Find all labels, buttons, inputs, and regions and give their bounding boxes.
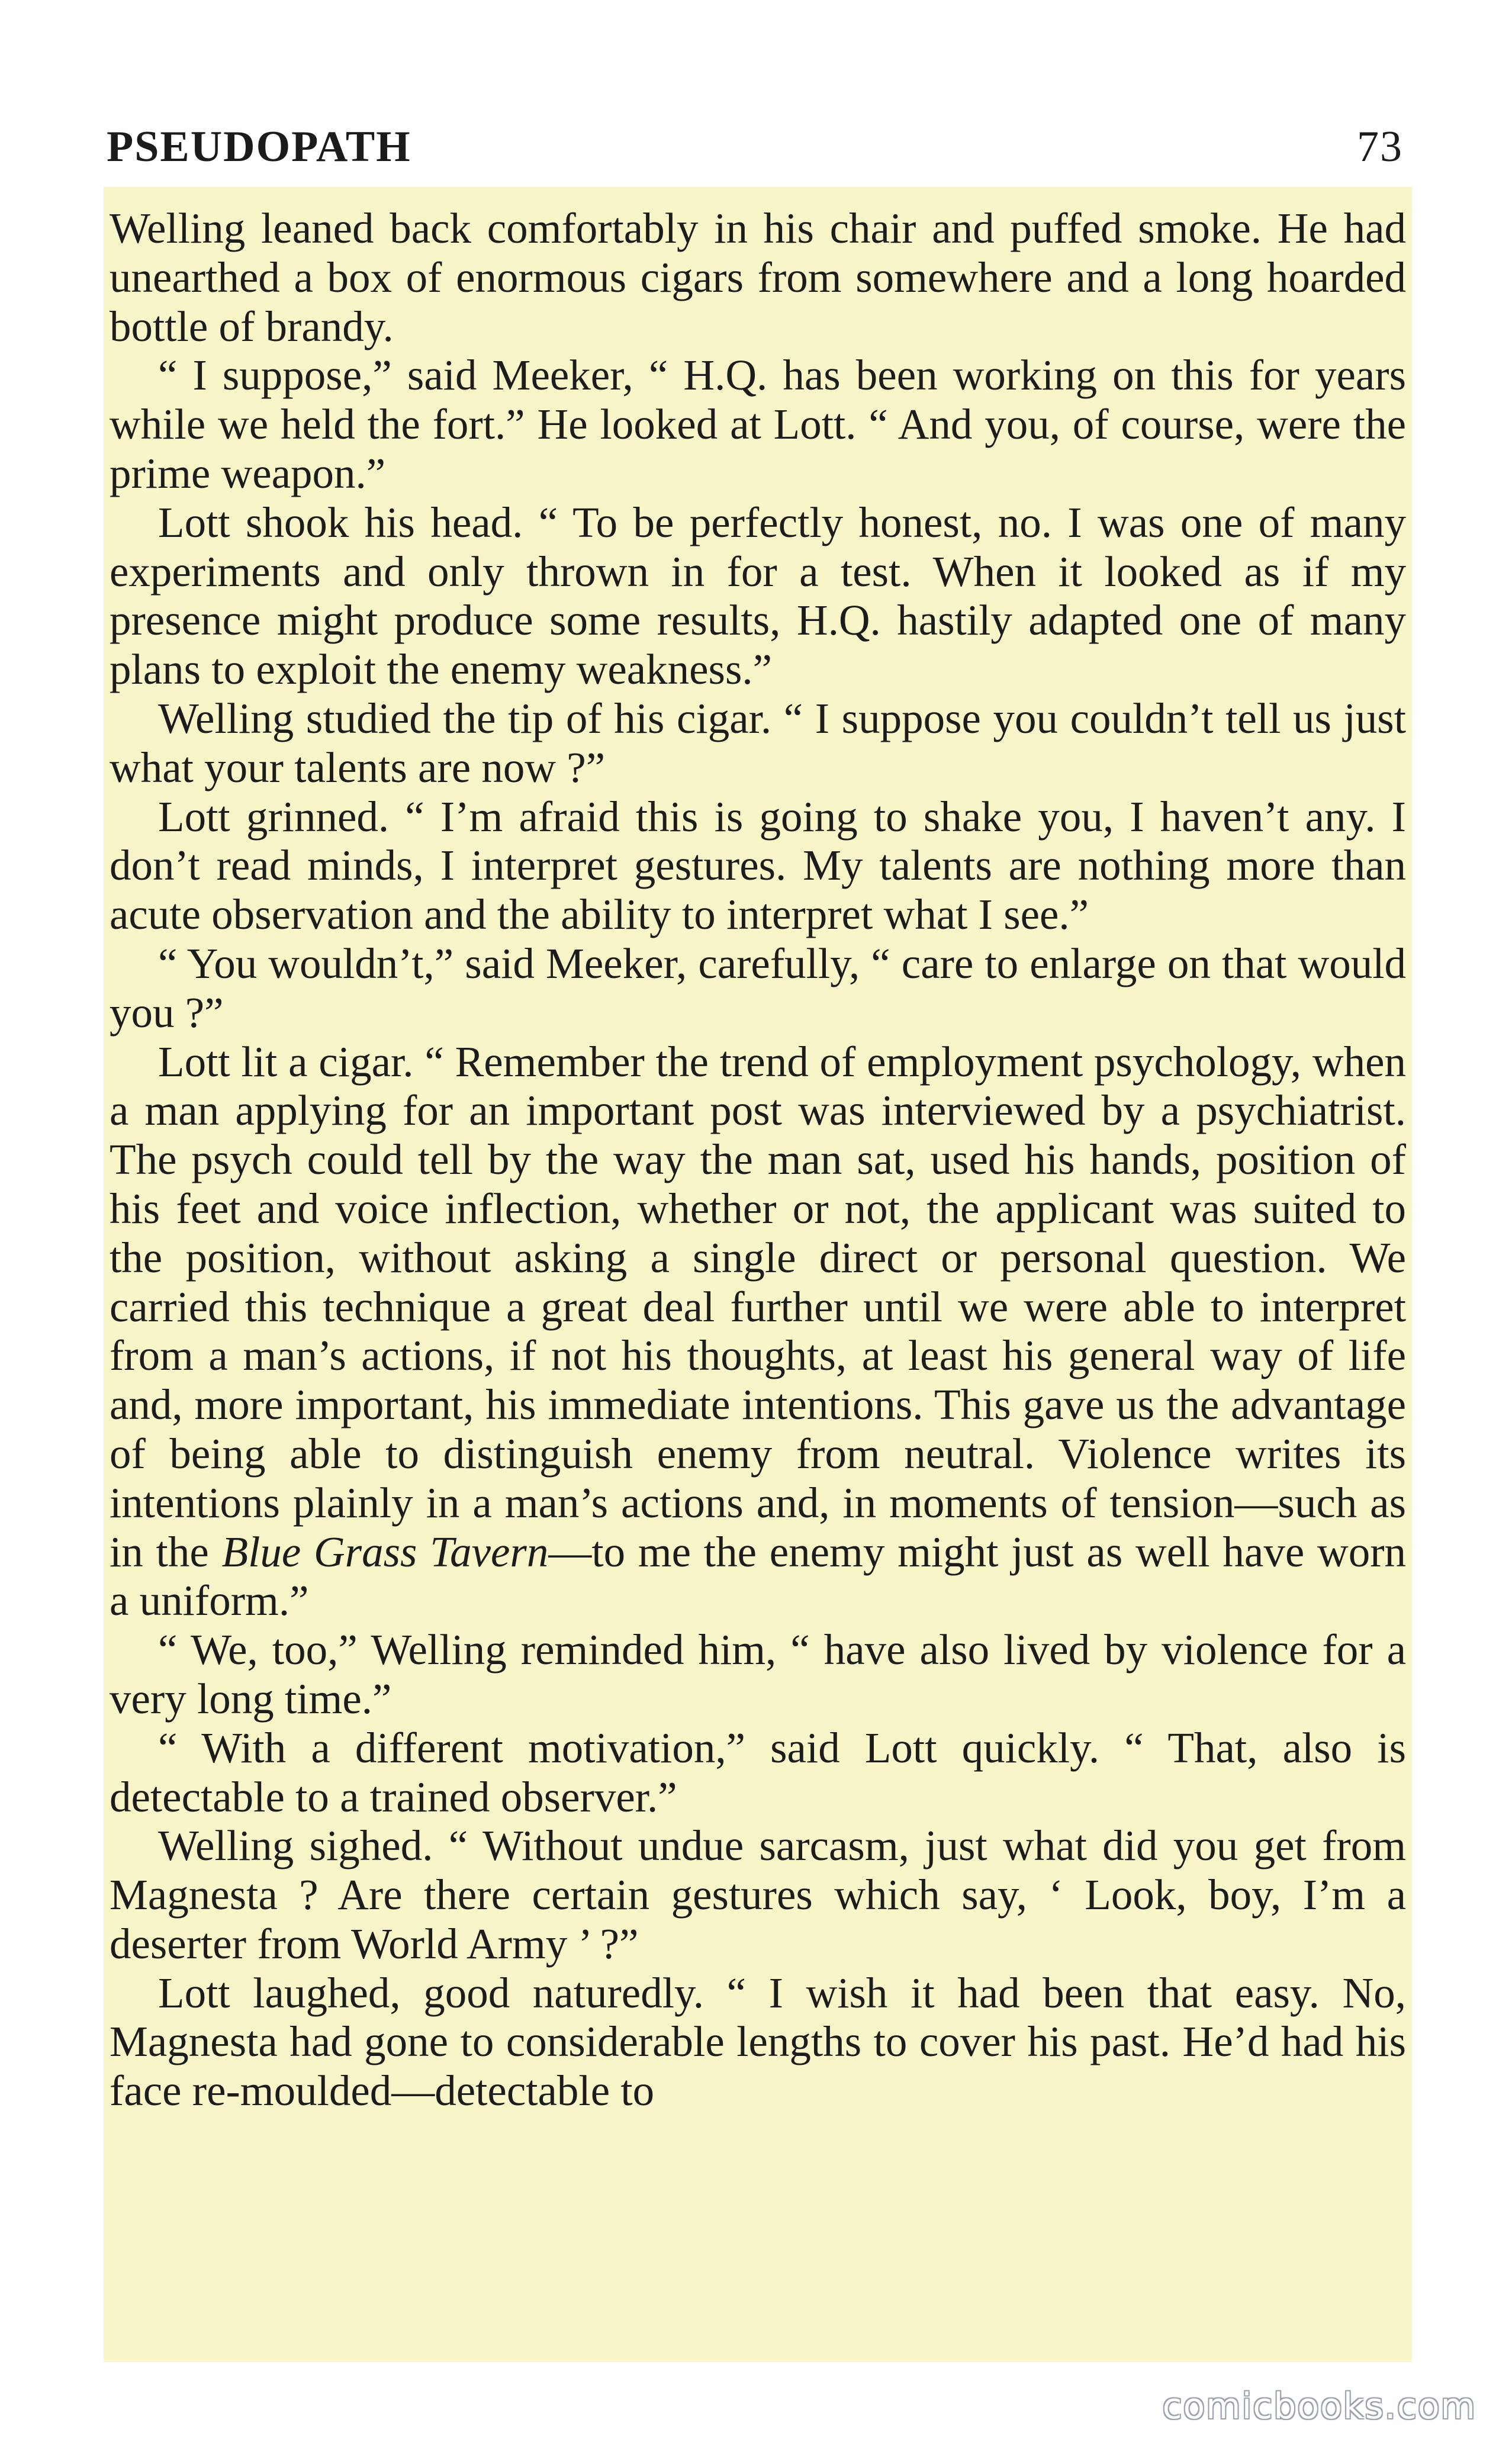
paragraph — [110, 1969, 1406, 2116]
page-number: 73 — [1357, 122, 1403, 171]
paragraph-text: “ We, too,” Welling reminded him, “ have also lived by violence for a very long time.” — [110, 1626, 1406, 1723]
paragraph — [110, 939, 1406, 1038]
paragraph — [110, 1626, 1406, 1724]
body-text — [110, 204, 1406, 2116]
italic-title-text: Blue Grass Tavern — [221, 1527, 549, 1576]
paragraph-text: “ You wouldn’t,” said Meeker, carefully, “ care to enlarge on that would you ?” — [110, 939, 1406, 1037]
paragraph-text: Lott grinned. “ I’m afraid this is going to shake you, I haven’t any. I don’t read minds, I interpret gestures. My talents are nothing more than acute observation and the ability to interpret what I see.” — [110, 792, 1406, 939]
paragraph — [110, 498, 1406, 694]
paragraph — [110, 351, 1406, 498]
paragraph-text: Welling leaned back comfortably in his chair and puffed smoke. He had unearthed a box of enormous cigars from somewhere and a long hoarded bottle of brandy. — [110, 204, 1406, 350]
paragraph-text: Lott lit a cigar. “ Remember the trend of employment psychology, when a man applying for an important post was interviewed by a psychiatrist. The psych could tell by the way the man sat, used his hands, position of his feet and voice inflection, whether or not, the applicant was suited to the position, without asking a single direct or personal question. We carried this technique a great deal further until we were able to interpret from a man’s actions, if not his thoughts, at least his general way of life and, more important, his immediate intentions. This gave us the advantage of being able to distinguish enemy from neutral. Violence writes its intentions plainly in a man’s actions and, in moments of tension—such as in the — [110, 1037, 1406, 1576]
running-title: PSEUDOPATH — [107, 122, 411, 171]
paragraph-text: Welling sighed. “ Without undue sarcasm, just what did you get from Magnesta ? Are there certain gestures which say, ‘ Look, boy, I’m a deserter from World Army ’ ?” — [110, 1822, 1406, 1968]
paragraph — [110, 1822, 1406, 1968]
paragraph — [110, 694, 1406, 793]
paragraph — [110, 793, 1406, 939]
page-panel — [104, 186, 1412, 2362]
paragraph — [110, 1038, 1406, 1626]
paragraph-text: Lott laughed, good naturedly. “ I wish it had been that easy. No, Magnesta had gone to considerable lengths to cover his past. He’d had his face re-moulded—detectable to — [110, 1968, 1406, 2115]
paragraph-text: “ I suppose,” said Meeker, “ H.Q. has been working on this for years while we held the fort.” He looked at Lott. “ And you, of course, were the prime weapon.” — [110, 351, 1406, 497]
watermark: comicbooks.com — [1162, 2386, 1476, 2427]
paragraph-text: Welling studied the tip of his cigar. “ I suppose you couldn’t tell us just what your talents are now ?” — [110, 694, 1406, 791]
paragraph-text: —to me the enemy might just as well have worn a uniform.” — [110, 1527, 1407, 1625]
running-header — [107, 111, 1403, 182]
paragraph — [110, 1724, 1406, 1822]
paragraph — [110, 204, 1406, 351]
paragraph-text: Lott shook his head. “ To be perfectly honest, no. I was one of many experiments and only thrown in for a test. When it looked as if my presence might produce some results, H.Q. hastily adapted one of many plans to exploit the enemy weakness.” — [110, 498, 1406, 694]
paragraph-text: “ With a different motivation,” said Lott quickly. “ That, also is detectable to a trained observer.” — [110, 1723, 1406, 1821]
